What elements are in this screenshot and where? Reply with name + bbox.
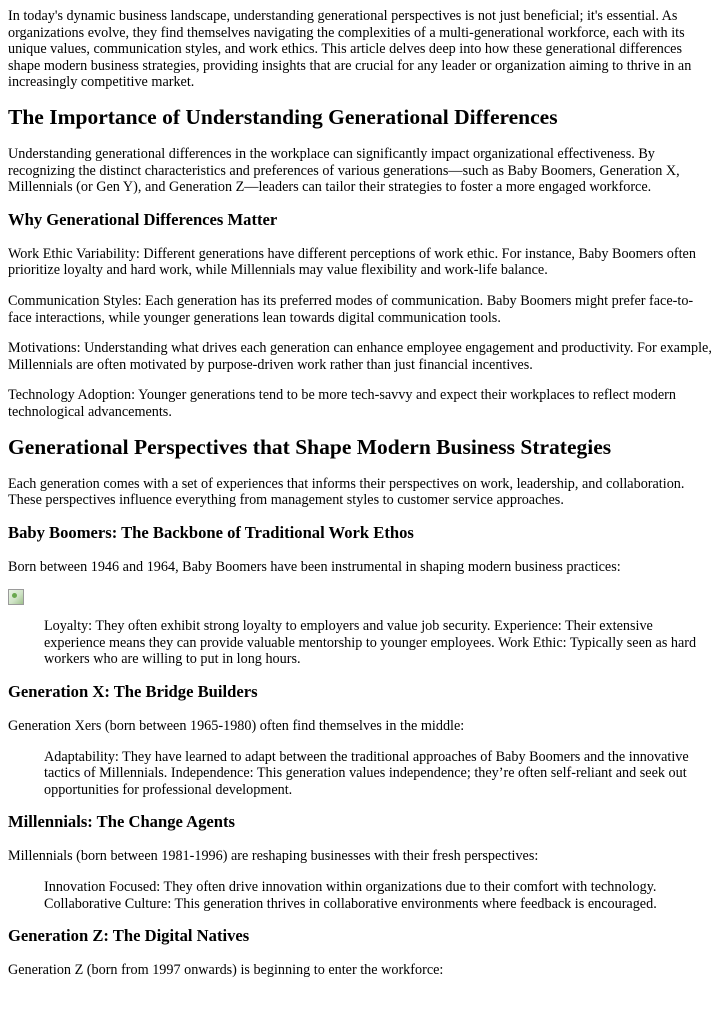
genx-quote: Adaptability: They have learned to adapt between the traditional approaches of Baby Boomers and the innovative tactics of Millennials. Independence: This generation values independence; they’re often self-reliant and seek out opportunities for professional development. — [44, 748, 689, 798]
section-heading-importance: The Importance of Understanding Generational Differences — [8, 104, 558, 129]
broken-image-icon — [8, 589, 24, 605]
millennials-quote: Innovation Focused: They often drive innovation within organizations due to their comfort with technology. Collaborative Culture: This generation thrives in collaborative environments where feedback is encouraged. — [44, 879, 657, 912]
subheading-why-differences-matter: Why Generational Differences Matter — [8, 209, 278, 229]
millennials-paragraph: Millennials (born between 1981-1996) are reshaping businesses with their fresh perspectives: — [8, 848, 539, 865]
section-heading-perspectives: Generational Perspectives that Shape Modern Business Strategies — [8, 434, 612, 459]
subheading-generation-z: Generation Z: The Digital Natives — [8, 926, 250, 946]
subheading-millennials: Millennials: The Change Agents — [8, 812, 235, 832]
intro-paragraph: In today's dynamic business landscape, understanding generational perspectives is not just beneficial; it's essential. As organizations evolve, they find themselves navigating the complexities of a multi-generational workforce, each with its unique values, communication styles, and work ethics. This article delves deep into how these generational differences shape modern business strategies, providing insights that are crucial for any leader or organization aiming to thrive in an increasingly competitive market. — [8, 8, 692, 91]
point-technology: Technology Adoption: Younger generations tend to be more tech-savvy and expect their workplaces to reflect modern technological advancements. — [8, 387, 676, 420]
subheading-baby-boomers: Baby Boomers: The Backbone of Traditional Work Ethos — [8, 522, 414, 542]
subheading-generation-x: Generation X: The Bridge Builders — [8, 682, 258, 702]
boomers-paragraph: Born between 1946 and 1964, Baby Boomers have been instrumental in shaping modern business practices: — [8, 558, 621, 575]
importance-paragraph: Understanding generational differences in the workplace can significantly impact organizational effectiveness. By recognizing the distinct characteristics and preferences of various generations—such as Baby Boomers, Generation X, Millennials (or Gen Y), and Generation Z—leaders can tailor their strategies to foster a more engaged workforce. — [8, 145, 680, 196]
genx-paragraph: Generation Xers (born between 1965-1980) often find themselves in the middle: — [8, 718, 465, 735]
boomers-quote: Loyalty: They often exhibit strong loyalty to employers and value job security. Experience: Their extensive experience means they can provide valuable mentorship to younger employees. Work Ethic: Typically seen as hard workers who are willing to put in long hours. — [44, 618, 697, 668]
genz-paragraph: Generation Z (born from 1997 onwards) is beginning to enter the workforce: — [8, 962, 444, 979]
point-work-ethic: Work Ethic Variability: Different generations have different perceptions of work ethic. For instance, Baby Boomers often prioritize loyalty and hard work, while Millennials may value flexibility and work-life balance. — [8, 245, 696, 279]
perspectives-paragraph: Each generation comes with a set of experiences that informs their perspectives on work, leadership, and collaboration. These perspectives influence everything from management styles to customer service approaches. — [8, 475, 685, 509]
point-motivations: Motivations: Understanding what drives each generation can enhance employee engagement and productivity. For example, Millennials are often motivated by purpose-driven work rather than just financial incentives. — [8, 340, 712, 373]
point-communication: Communication Styles: Each generation has its preferred modes of communication. Baby Boomers might prefer face-to-face interactions, while younger generations lean towards digital communication tools. — [8, 292, 694, 326]
